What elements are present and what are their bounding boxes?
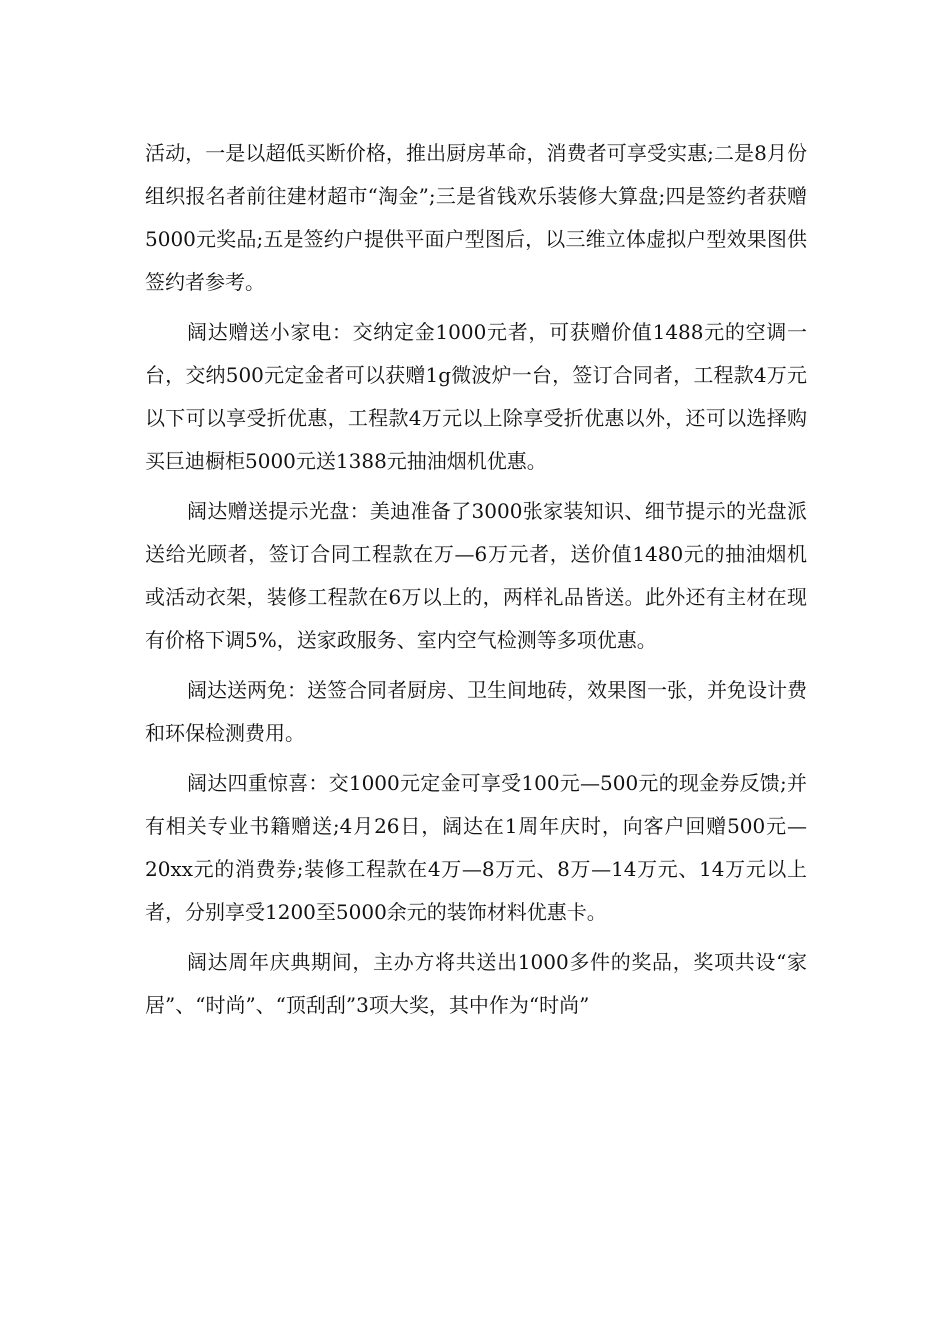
- paragraph-tips-disc: 阔达赠送提示光盘：美迪准备了3000张家装知识、细节提示的光盘派送给光顾者，签订合同工程款在万—6万元者，送价值1480元的抽油烟机或活动衣架，装修工程款在6万以上的，两样礼品皆送。此外还有主材在现有价格下调5%，送家政服务、室内空气检测等多项优惠。: [145, 499, 807, 652]
- paragraph-continuation: 活动，一是以超低买断价格，推出厨房革命，消费者可享受实惠;二是8月份组织报名者前往建材超市“淘金”;三是省钱欢乐装修大算盘;四是签约者获赠5000元奖品;五是签约户提供平面户型图后，以三维立体虚拟户型效果图供签约者参考。: [145, 141, 807, 294]
- paragraph-anniversary-prizes: 阔达周年庆典期间，主办方将共送出1000多件的奖品，奖项共设“家居”、“时尚”、“顶刮刮”3项大奖，其中作为“时尚”: [145, 950, 807, 1017]
- paragraph-two-free: 阔达送两免：送签合同者厨房、卫生间地砖，效果图一张，并免设计费和环保检测费用。: [145, 678, 807, 745]
- paragraph-small-appliances: 阔达赠送小家电：交纳定金1000元者，可获赠价值1488元的空调一台，交纳500元定金者可以获赠1g微波炉一台，签订合同者，工程款4万元以下可以享受折优惠，工程款4万元以上除享受折优惠以外，还可以选择购买巨迪橱柜5000元送1388元抽油烟机优惠。: [145, 320, 807, 473]
- paragraph-four-surprises: 阔达四重惊喜：交1000元定金可享受100元—500元的现金券反馈;并有相关专业书籍赠送;4月26日，阔达在1周年庆时，向客户回赠500元—20xx元的消费券;装修工程款在4万—8万元、8万—14万元、14万元以上者，分别享受1200至5000余元的装饰材料优惠卡。: [145, 771, 807, 924]
- document-body: [145, 132, 807, 1027]
